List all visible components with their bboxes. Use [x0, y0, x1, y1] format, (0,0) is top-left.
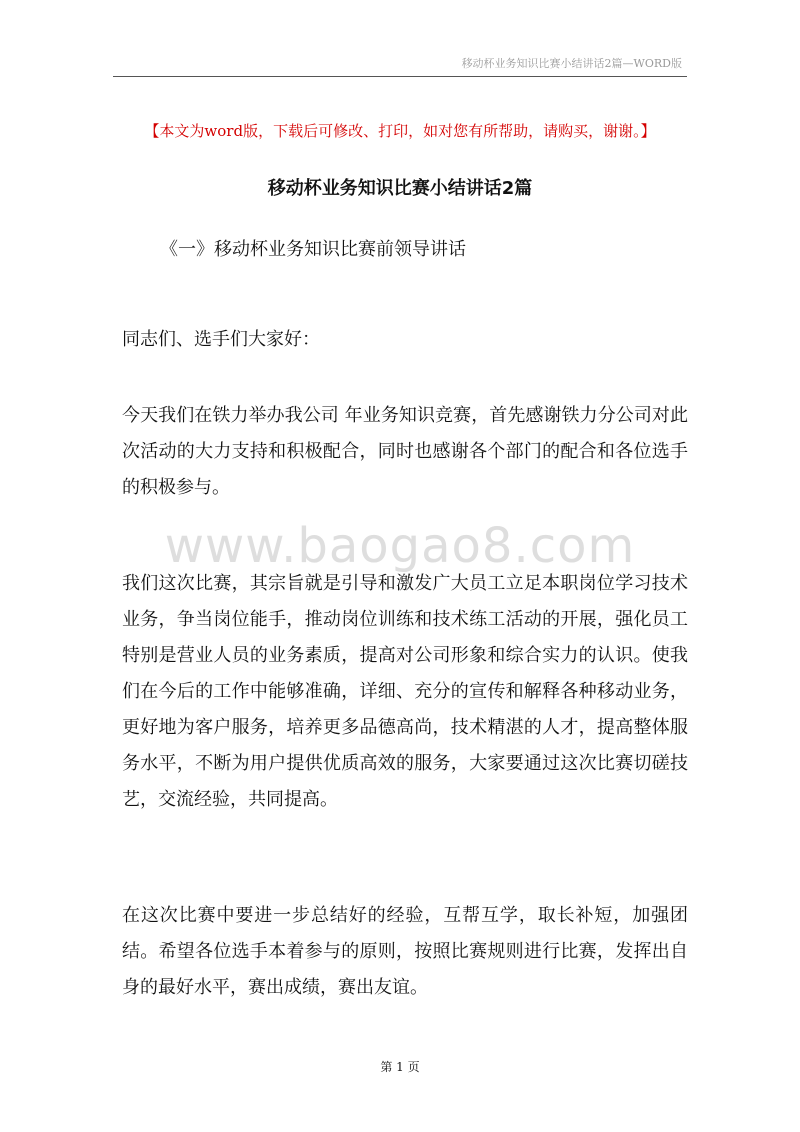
- paragraph-2: 我们这次比赛，其宗旨就是引导和激发广大员工立足本职岗位学习技术业务，争当岗位能手，推动岗位训练和技术练工活动的开展，强化员工特别是营业人员的业务素质，提高对公司形象和综合实力的认识。使我们在今后的工作中能够准确，详细、充分的宣传和解释各种移动业务，更好地为客户服务，培养更多品德高尚，技术精湛的人才，提高整体服务水平，不断为用户提供优质高效的服务，大家要通过这次比赛切磋技艺，交流经验，共同提高。: [122, 573, 688, 810]
- paragraph-3: 在这次比赛中要进一步总结好的经验，互帮互学，取长补短，加强团结。希望各位选手本着参与的原则，按照比赛规则进行比赛，发挥出自身的最好水平，赛出成绩，赛出友谊。: [122, 905, 688, 998]
- paragraph-greeting: 同志们、选手们大家好：: [122, 329, 320, 350]
- document-title: 移动杯业务知识比赛小结讲话2篇: [267, 178, 533, 199]
- running-header: 移动杯业务知识比赛小结讲话2篇—WORD版: [461, 57, 682, 70]
- paragraph-1: 今天我们在铁力举办我公司 年业务知识竞赛，首先感谢铁力分公司对此次活动的大力支持和积极配合，同时也感谢各个部门的配合和各位选手的积极参与。: [122, 405, 688, 498]
- header-divider: [113, 76, 687, 77]
- watermark: www.baogao8.com: [164, 518, 636, 574]
- page-number: 第 1 页: [380, 1060, 420, 1074]
- section-subtitle: 《一》移动杯业务知识比赛前领导讲话: [160, 239, 466, 260]
- purchase-notice: 【本文为word版，下载后可修改、打印，如对您有所帮助，请购买，谢谢。】: [144, 122, 656, 140]
